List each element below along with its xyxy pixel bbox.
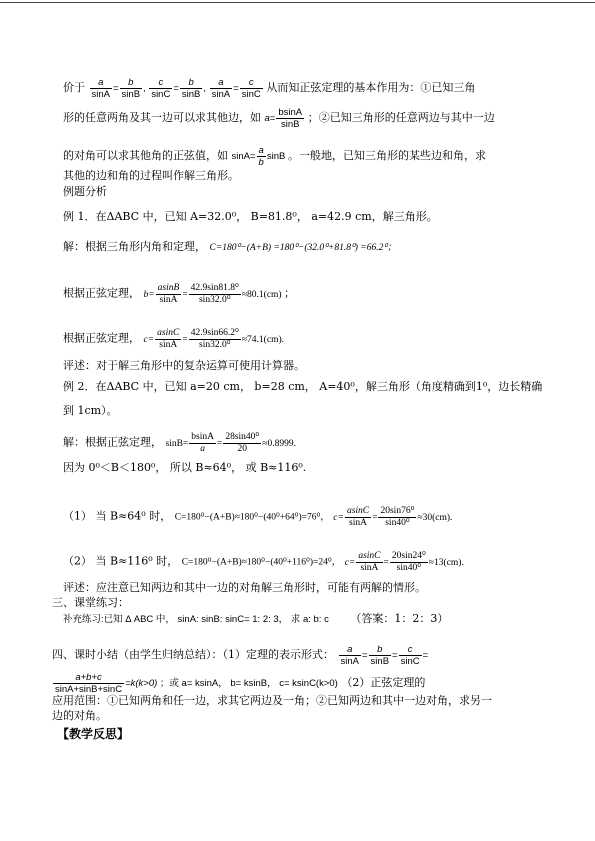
teaching-reflection-heading: 【教学反思】 bbox=[57, 727, 130, 741]
intro-line-4: 其他的边和角的过程叫作解三角形。 bbox=[63, 169, 239, 182]
intro-line-3: 的对角可以求其他角的正弦值，如 sinA= $\frac{a}{b}$ sinB 。一般地，已知三角形的某些边和角，求 bbox=[63, 145, 486, 168]
formula-b: b= $\frac{asinB}{\sin A}$ = $\frac{\text{42.9sin81.8⁰}}{\text{sin32.0⁰}}$ ≈80.1(cm) bbox=[143, 283, 282, 305]
formula-c: c= $\frac{asinC}{\sin A}$ = $\frac{\text{42.9sin66.2⁰}}{\text{sin32.0⁰}}$ ≈74.1(cm). bbox=[143, 328, 284, 350]
summary-line-4: 边的对角。 bbox=[52, 709, 107, 722]
example1-statement: 例 1．在ΔABC 中，已知 A=32.0⁰， B=81.8⁰， a=42.9 cm，解三角形。 bbox=[63, 210, 438, 223]
theorem-ratio-k: $\frac{a+b+c}{\sin A+\sin B+\sin C}$ =k(k>0) bbox=[55, 672, 158, 695]
example2-comment: 评述：应注意已知两边和其中一边的对角解三角形时，可能有两解的情形。 bbox=[63, 581, 426, 594]
page-top-rule bbox=[0, 2, 595, 3]
example1-solution-b: 根据正弦定理， b= $\frac{asinB}{\sin A}$ = $\frac{\text{42.9sin81.8⁰}}{\text{sin32.0⁰}}$ ≈80.1(cm) ； bbox=[63, 283, 295, 305]
formula-sinB: sinB= $\frac{bsinA}{a}$ = $\frac{\text{28sin40⁰}}{20}$ ≈0.8999. bbox=[165, 432, 296, 454]
summary-line-1: 四、课时小结（由学生归纳总结）：（1）定理的表示形式： $\frac{a}{\sin A}$ = $\frac{b}{\sin B}$ = $\frac{c}{\sin C}$ = bbox=[52, 644, 429, 667]
summary-line-3: 应用范围：①已知两角和任一边，求其它两边及一角；②已知两边和其中一边对角，求另一 bbox=[52, 694, 492, 707]
example2-case-1: （1） 当 B≈64⁰ 时， C=180⁰−(A+B)≈180⁰−(40⁰+64⁰)=76⁰， c= $\frac{asinC}{\sin A}$ = $\frac{\text{20sin76⁰}}{\text{sin40⁰}}$ ≈30(cm). bbox=[63, 506, 453, 528]
practice-line: 补充练习:已知 Δ ABC 中， sinA: sinB: sinC= 1: 2: 3， 求 a: b: c （答案：1：2：3） bbox=[63, 612, 449, 625]
formula-case1: c= $\frac{asinC}{\sin A}$ = $\frac{\text{20sin76⁰}}{\text{sin40⁰}}$ ≈30(cm). bbox=[333, 506, 453, 528]
practice-heading: 三、课堂练习： bbox=[52, 596, 129, 609]
example2-range: 因为 0⁰＜B＜180⁰， 所以 B≈64⁰， 或 B≈116⁰. bbox=[63, 461, 307, 474]
example1-solution-c: 根据正弦定理， c= $\frac{asinC}{\sin A}$ = $\frac{\text{42.9sin66.2⁰}}{\text{sin32.0⁰}}$ ≈74.1(cm). bbox=[63, 328, 284, 350]
ratio-a-b: $\frac{a}{\sin A}$ = $\frac{b}{\sin B}$ , $\frac{c}{\sin C}$ = $\frac{b}{\sin B}$ , $\frac{a}{\sin A}$ = $\frac{c}{\sin C}$ bbox=[91, 77, 261, 100]
formula-a: a= $\frac{bsinA}{\sin B}$ bbox=[264, 107, 303, 130]
example1-solution-angle: 解：根据三角形内角和定理， C=180⁰−(A+B) =180⁰−(32.0⁰+81.8⁰) =66.2⁰； bbox=[63, 240, 397, 253]
example2-statement-2: 到 1cm）。 bbox=[63, 404, 118, 417]
intro-line-2: 形的任意两角及其一边可以求其他边，如 a= $\frac{bsinA}{\sin B}$ ；②已知三角形的任意两边与其中一边 bbox=[63, 107, 495, 130]
summary-line-2: $\frac{a+b+c}{\sin A+\sin B+\sin C}$ =k(k>0) ；或 a= ksinA， b= ksinB， c= ksinC(k>0) （2）正弦定理的 bbox=[52, 672, 425, 695]
example2-solution-sinB: 解：根据正弦定理， sinB= $\frac{bsinA}{a}$ = $\frac{\text{28sin40⁰}}{20}$ ≈0.8999. bbox=[63, 432, 296, 454]
intro-line-1: 价于 $\frac{a}{\sin A}$ = $\frac{b}{\sin B}$ , $\frac{c}{\sin C}$ = $\frac{b}{\sin B}$ , $\frac{a}{\sin A}$ = $\frac{c}{\sin C}$ 从而知正弦定理的基本作用为：①已知三角 bbox=[63, 77, 476, 100]
section-example-analysis: 例题分析 bbox=[63, 185, 107, 198]
formula-sinA: sinA= $\frac{a}{b}$ sinB bbox=[231, 145, 286, 168]
formula-case2: c= $\frac{asinC}{\sin A}$ = $\frac{\text{20sin24⁰}}{\text{sin40⁰}}$ ≈13(cm). bbox=[344, 551, 464, 573]
theorem-form: $\frac{a}{\sin A}$ = $\frac{b}{\sin B}$ = $\frac{c}{\sin C}$ = bbox=[340, 644, 429, 667]
example2-case-2: （2） 当 B≈116⁰ 时， C=180⁰−(A+B)≈180⁰−(40⁰+116⁰)=24⁰， c= $\frac{asinC}{\sin A}$ = $\frac{\text{20sin24⁰}}{\text{sin40⁰}}$ ≈13(cm). bbox=[63, 551, 464, 573]
example2-statement-1: 例 2．在ΔABC 中，已知 a=20 cm， b=28 cm， A=40⁰，解三角形（角度精确到1⁰，边长精确 bbox=[63, 380, 543, 393]
example1-comment: 评述：对于解三角形中的复杂运算可使用计算器。 bbox=[63, 359, 305, 372]
